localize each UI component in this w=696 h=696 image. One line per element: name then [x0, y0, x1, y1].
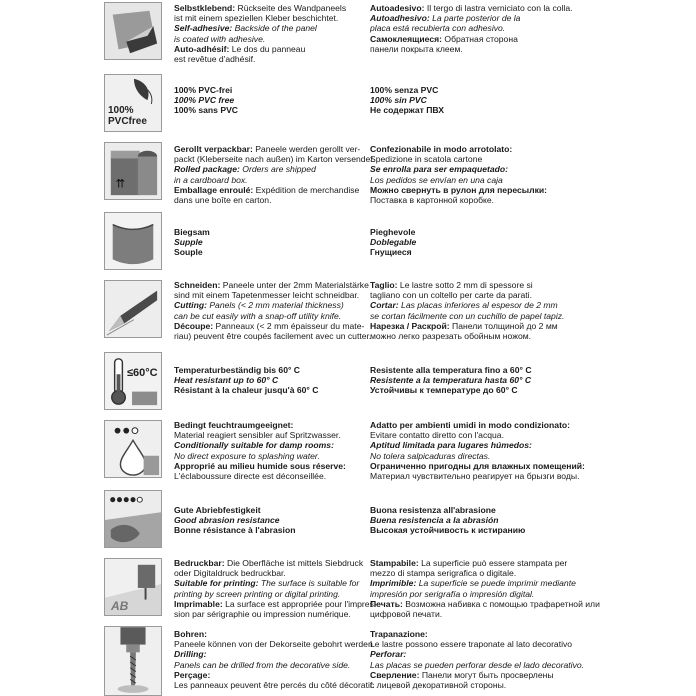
text-line: [370, 629, 580, 639]
line-rest: Возможна набивка с помощью трафаретной или: [402, 598, 600, 609]
line-rest: La superficie può essere stampata per: [418, 558, 568, 568]
text-line: [370, 430, 580, 440]
text-line: [370, 525, 580, 535]
line-rest: Panels (< 2 mm material thickness): [206, 300, 344, 311]
text-line: [174, 609, 354, 619]
line-rest: se cortan fácilmente con un cuchillo de papel tapiz.: [370, 310, 565, 321]
line-lead: Drilling:: [174, 649, 207, 660]
text-line: [174, 105, 354, 115]
line-lead: Нарезка / Раскрой:: [370, 320, 450, 331]
line-rest: Поставка в картонной коробке.: [370, 195, 495, 206]
text-line: [370, 280, 580, 290]
line-lead: Auto-adhésif:: [174, 43, 230, 54]
line-rest: L'éclaboussure directe est déconseillée.: [174, 471, 327, 482]
text-line: [174, 54, 354, 64]
line-rest: sion par sérigraphie ou impression numérique.: [174, 609, 351, 620]
line-rest: Les panneaux peuvent être percés du côté décoratif.: [174, 680, 375, 691]
text-col-right: [370, 505, 580, 536]
text-line: [174, 247, 354, 257]
text-line: [174, 670, 354, 680]
line-rest: dans une boîte en carton.: [174, 195, 272, 206]
text-line: [174, 598, 377, 609]
text-line: [370, 385, 580, 395]
text-line: [174, 578, 360, 589]
text-line: [370, 105, 580, 115]
text-line: [174, 385, 354, 395]
text-line: [174, 175, 354, 185]
curved-panel-icon: [104, 212, 162, 270]
text-line: [370, 311, 580, 321]
text-line: [370, 237, 580, 247]
abrasion-cloth-icon: [104, 490, 162, 548]
line-rest: impresión por serigrafía o impresión digital.: [370, 588, 535, 599]
svg-text:⇈: ⇈: [115, 176, 126, 191]
text-col-right: [370, 3, 580, 54]
text-line: [174, 629, 354, 639]
text-line: [370, 609, 580, 619]
line-lead: Confezionabile in modo arrotolato:: [370, 144, 513, 154]
text-line: [370, 375, 580, 385]
text-line: [370, 568, 580, 578]
text-col-right: [370, 365, 580, 396]
text-line: [370, 154, 580, 164]
pvc-free-leaf-icon: [104, 74, 162, 132]
line-lead: Bedruckbar:: [174, 558, 225, 568]
text-col-right: [370, 280, 580, 341]
text-line: [174, 164, 354, 174]
line-rest: can be cut easily with a snap-off utility knife.: [174, 310, 342, 321]
line-rest: Las placas se pueden perforar desde el lado decorativo.: [370, 659, 585, 670]
line-lead: 100% PVC free: [174, 95, 235, 106]
line-rest: ist mit einem speziellen Kleber beschichtet.: [174, 13, 339, 24]
text-col-left: [174, 420, 354, 481]
text-line: [370, 659, 585, 670]
line-rest: La surface est appropriée pour l'impres-: [222, 598, 377, 609]
line-lead: Imprimable:: [174, 598, 223, 609]
text-line: [370, 144, 580, 154]
line-lead: Adatto per ambienti umidi in modo condizionato:: [370, 420, 571, 430]
text-col-left: [174, 85, 354, 116]
line-lead: 100% sin PVC: [370, 95, 427, 106]
line-rest: sind mit einem Tapetenmesser leicht schneidbar.: [174, 290, 360, 301]
text-line: [370, 44, 580, 54]
text-line: [370, 649, 580, 659]
text-line: [370, 164, 580, 174]
line-lead: Bohren:: [174, 629, 207, 639]
line-rest: Paneele unter der 2mm Materialstärke: [220, 280, 369, 290]
line-rest: Панели могут быть просверлены: [419, 669, 554, 680]
line-rest: Evitare contatto diretto con l'acqua.: [370, 430, 504, 441]
line-lead: Bedingt feuchtraumgeeignet:: [174, 420, 294, 430]
line-rest: La parte posterior de la: [429, 13, 521, 24]
text-line: [174, 331, 372, 342]
text-line: [370, 321, 580, 331]
line-rest: с лицевой декоративной стороны.: [370, 680, 507, 691]
line-lead: Imprimible:: [370, 578, 417, 589]
text-col-right: [370, 420, 585, 482]
text-line: [370, 598, 600, 609]
text-line: [370, 95, 580, 105]
line-rest: Die Oberfläche ist mittels Siebdruck: [224, 558, 364, 568]
text-line: [370, 227, 580, 237]
text-line: [174, 471, 354, 481]
text-col-left: [174, 280, 372, 342]
text-col-left: [174, 505, 354, 536]
text-line: [370, 3, 580, 13]
line-lead: Гнущиеся: [370, 247, 412, 258]
text-line: [174, 430, 354, 440]
line-rest: Los pedidos se envían en una caja: [370, 174, 503, 185]
line-lead: Approprié au milieu humide sous réserve:: [174, 460, 346, 471]
text-line: [370, 451, 580, 461]
line-lead: Rolled package:: [174, 164, 240, 175]
line-lead: Selbstklebend:: [174, 3, 236, 13]
line-lead: Self-adhesive:: [174, 23, 233, 34]
line-lead: Resistente a la temperatura hasta 60° C: [370, 375, 532, 386]
line-lead: Biegsam: [174, 227, 210, 237]
text-line: [174, 505, 354, 515]
line-lead: Высокая устойчивость к истиранию: [370, 525, 526, 536]
text-line: [370, 195, 580, 205]
line-rest: Rückseite des Wandpaneels: [235, 3, 347, 13]
line-lead: Temperaturbeständig bis 60° C: [174, 365, 301, 375]
text-line: [370, 23, 580, 33]
text-line: [370, 471, 580, 481]
drill-icon: [104, 626, 162, 696]
icon-label: ≤60°C: [127, 367, 158, 379]
text-line: [174, 300, 354, 310]
text-line: [174, 525, 354, 535]
line-lead: Emballage enroulé:: [174, 184, 254, 195]
utility-knife-icon: [104, 280, 162, 338]
line-lead: Se enrolla para ser empaquetado:: [370, 164, 509, 175]
text-line: [370, 670, 580, 680]
text-col-left: [174, 365, 354, 396]
text-line: [174, 184, 360, 195]
text-line: [370, 300, 580, 310]
line-lead: Самоклеящиеся:: [370, 33, 442, 44]
text-line: [174, 680, 375, 691]
text-line: [174, 365, 354, 375]
line-lead: Buona resistenza all'abrasione: [370, 505, 496, 515]
line-lead: Taglio:: [370, 280, 398, 290]
line-lead: Supple: [174, 237, 203, 248]
thermometer-icon: [104, 352, 162, 410]
line-lead: Trapanazione:: [370, 629, 428, 639]
line-rest: можно легко разрезать обойным ножом.: [370, 331, 532, 342]
text-col-right: [370, 85, 580, 116]
line-lead: Можно свернуть в рулон для пересылки:: [370, 184, 548, 195]
text-line: [370, 85, 580, 95]
text-col-right: [370, 558, 600, 620]
line-lead: 100% PVC-frei: [174, 85, 233, 95]
line-lead: Cortar:: [370, 300, 399, 311]
text-line: [174, 144, 361, 154]
line-rest: printing by screen printing or digital printing.: [174, 588, 341, 599]
line-rest: Il tergo di lastra verniciato con la colla.: [424, 3, 573, 13]
text-line: [370, 331, 580, 341]
line-lead: Perçage:: [174, 669, 211, 680]
text-line: [174, 85, 354, 95]
line-rest: Материал чувствительно реагирует на брызги воды.: [370, 471, 580, 482]
text-line: [174, 451, 354, 461]
line-rest: Material reagiert sensibler auf Spritzwasser.: [174, 430, 341, 441]
line-rest: oder Digitaldruck bedruckbar.: [174, 568, 286, 579]
text-line: [174, 3, 354, 13]
text-line: [370, 34, 580, 44]
text-col-right: [370, 227, 580, 258]
line-lead: Cutting:: [174, 300, 207, 311]
text-col-left: [174, 144, 376, 206]
line-lead: Doblegable: [370, 237, 417, 248]
text-line: [174, 589, 354, 599]
line-lead: Печать:: [370, 598, 403, 609]
text-col-right: [370, 629, 585, 691]
text-line: [174, 280, 369, 290]
line-lead: Buena resistencia a la abrasión: [370, 515, 499, 526]
text-line: [370, 420, 580, 430]
line-lead: Autoadhesivo:: [370, 13, 430, 24]
text-line: [370, 365, 580, 375]
line-rest: tagliano con un coltello per carte da parati.: [370, 290, 532, 301]
line-lead: Souple: [174, 247, 203, 258]
text-line: [370, 558, 580, 568]
line-rest: placa está recubierta con adhesivo.: [370, 23, 506, 34]
line-lead: Schneiden:: [174, 280, 221, 290]
line-rest: панели покрыта клеем.: [370, 43, 463, 54]
line-rest: packt (Kleberseite nach außen) im Karton versendet.: [174, 154, 376, 165]
line-rest: Paneele können von der Dekorseite gebohrt werden.: [174, 639, 376, 650]
text-line: [370, 247, 580, 257]
line-rest: Paneele werden gerollt ver-: [252, 144, 361, 154]
line-rest: Orders are shipped: [239, 164, 316, 175]
line-lead: Resistente alla temperatura fino a 60° C: [370, 365, 532, 375]
line-rest: The surface is suitable for: [258, 578, 360, 589]
text-line: [174, 461, 354, 471]
icon-label: AB: [111, 599, 129, 613]
text-col-left: [174, 3, 354, 64]
line-rest: Panneaux (< 2 mm épaisseur du mate-: [213, 320, 365, 331]
line-rest: Обратная сторона: [442, 33, 518, 44]
line-rest: цифровой печати.: [370, 609, 443, 620]
line-lead: Good abrasion resistance: [174, 515, 280, 526]
text-line: [174, 290, 360, 301]
text-line: [370, 185, 580, 195]
text-line: [174, 237, 354, 247]
text-line: [174, 420, 354, 430]
line-rest: No direct exposure to splashing water.: [174, 450, 320, 461]
line-rest: mezzo di stampa serigrafica o digitale.: [370, 568, 517, 579]
text-line: [174, 34, 354, 44]
icon-label: 100% PVCfree: [108, 105, 147, 127]
line-rest: is coated with adhesive.: [174, 33, 266, 44]
text-line: [174, 95, 354, 105]
line-rest: Expédition de merchandise: [253, 184, 360, 195]
line-lead: Pieghevole: [370, 227, 416, 237]
text-col-right: [370, 144, 580, 205]
line-lead: 100% sans PVC: [174, 105, 239, 116]
text-line: [370, 440, 580, 450]
line-lead: Aptitud limitada para lugares húmedos:: [370, 440, 532, 451]
text-line: [174, 660, 354, 670]
line-lead: Не содержат ПВХ: [370, 105, 445, 116]
print-roller-icon: [104, 558, 162, 616]
line-rest: Le lastre sotto 2 mm di spessore si: [397, 280, 533, 290]
rolled-box-icon: [104, 142, 162, 200]
text-line: [174, 440, 354, 450]
text-line: [174, 13, 354, 23]
line-lead: Découpe:: [174, 320, 214, 331]
line-lead: Résistant à la chaleur jusqu'à 60° C: [174, 385, 319, 396]
line-rest: Panels can be drilled from the decorative side.: [174, 659, 351, 670]
text-line: [174, 311, 354, 321]
text-line: [174, 227, 354, 237]
text-line: [370, 290, 580, 300]
line-rest: Le dos du panneau: [229, 43, 306, 54]
text-line: [174, 639, 376, 650]
line-rest: La superficie se puede imprimir mediante: [416, 578, 576, 589]
text-line: [174, 23, 354, 33]
line-lead: Устойчивы к температуре до 60° С: [370, 385, 518, 396]
text-line: [174, 44, 354, 54]
line-rest: in a cardboard box.: [174, 174, 248, 185]
text-line: [174, 649, 354, 659]
text-col-left: [174, 227, 354, 258]
line-rest: Панели толщиной до 2 мм: [449, 320, 558, 331]
line-lead: Bonne résistance à l'abrasion: [174, 525, 296, 536]
text-col-left: [174, 558, 377, 620]
line-lead: Suitable for printing:: [174, 578, 259, 589]
text-line: [370, 13, 580, 23]
text-line: [174, 154, 376, 165]
line-rest: Las placas inferiores al espesor de 2 mm: [398, 300, 558, 311]
text-line: [174, 558, 364, 568]
text-line: [370, 505, 580, 515]
line-lead: Ограниченно пригодны для влажных помещений:: [370, 460, 585, 471]
text-line: [370, 578, 580, 588]
line-lead: Autoadesivo:: [370, 3, 425, 13]
line-lead: 100% senza PVC: [370, 85, 439, 95]
line-lead: Conditionally suitable for damp rooms:: [174, 440, 334, 451]
text-line: [370, 175, 580, 185]
text-line: [370, 639, 580, 649]
text-line: [370, 680, 580, 690]
line-rest: Le lastre possono essere traponate al lato decorativo: [370, 639, 573, 650]
line-lead: Stampabile:: [370, 558, 419, 568]
line-lead: Сверление:: [370, 669, 420, 680]
peel-sticker-icon: [104, 2, 162, 60]
line-lead: Heat resistant up to 60° C: [174, 375, 279, 386]
line-rest: Spedizione in scatola cartone: [370, 154, 483, 165]
text-line: [370, 589, 580, 599]
line-rest: riau) peuvent être coupés facilement avec un cutter.: [174, 331, 372, 342]
text-line: [174, 375, 354, 385]
line-rest: No tolera salpicaduras directas.: [370, 450, 491, 461]
text-col-left: [174, 629, 376, 691]
text-line: [174, 515, 354, 525]
text-line: [370, 460, 585, 471]
text-line: [370, 515, 580, 525]
line-rest: Backside of the panel: [232, 23, 317, 34]
line-lead: Gute Abriebfestigkeit: [174, 505, 261, 515]
line-rest: est revêtue d'adhésif.: [174, 54, 256, 65]
text-line: [174, 195, 354, 205]
water-drop-icon: [104, 420, 162, 478]
text-line: [174, 320, 365, 331]
line-lead: Perforar:: [370, 649, 407, 660]
line-lead: Gerollt verpackbar:: [174, 144, 253, 154]
text-line: [174, 568, 354, 578]
